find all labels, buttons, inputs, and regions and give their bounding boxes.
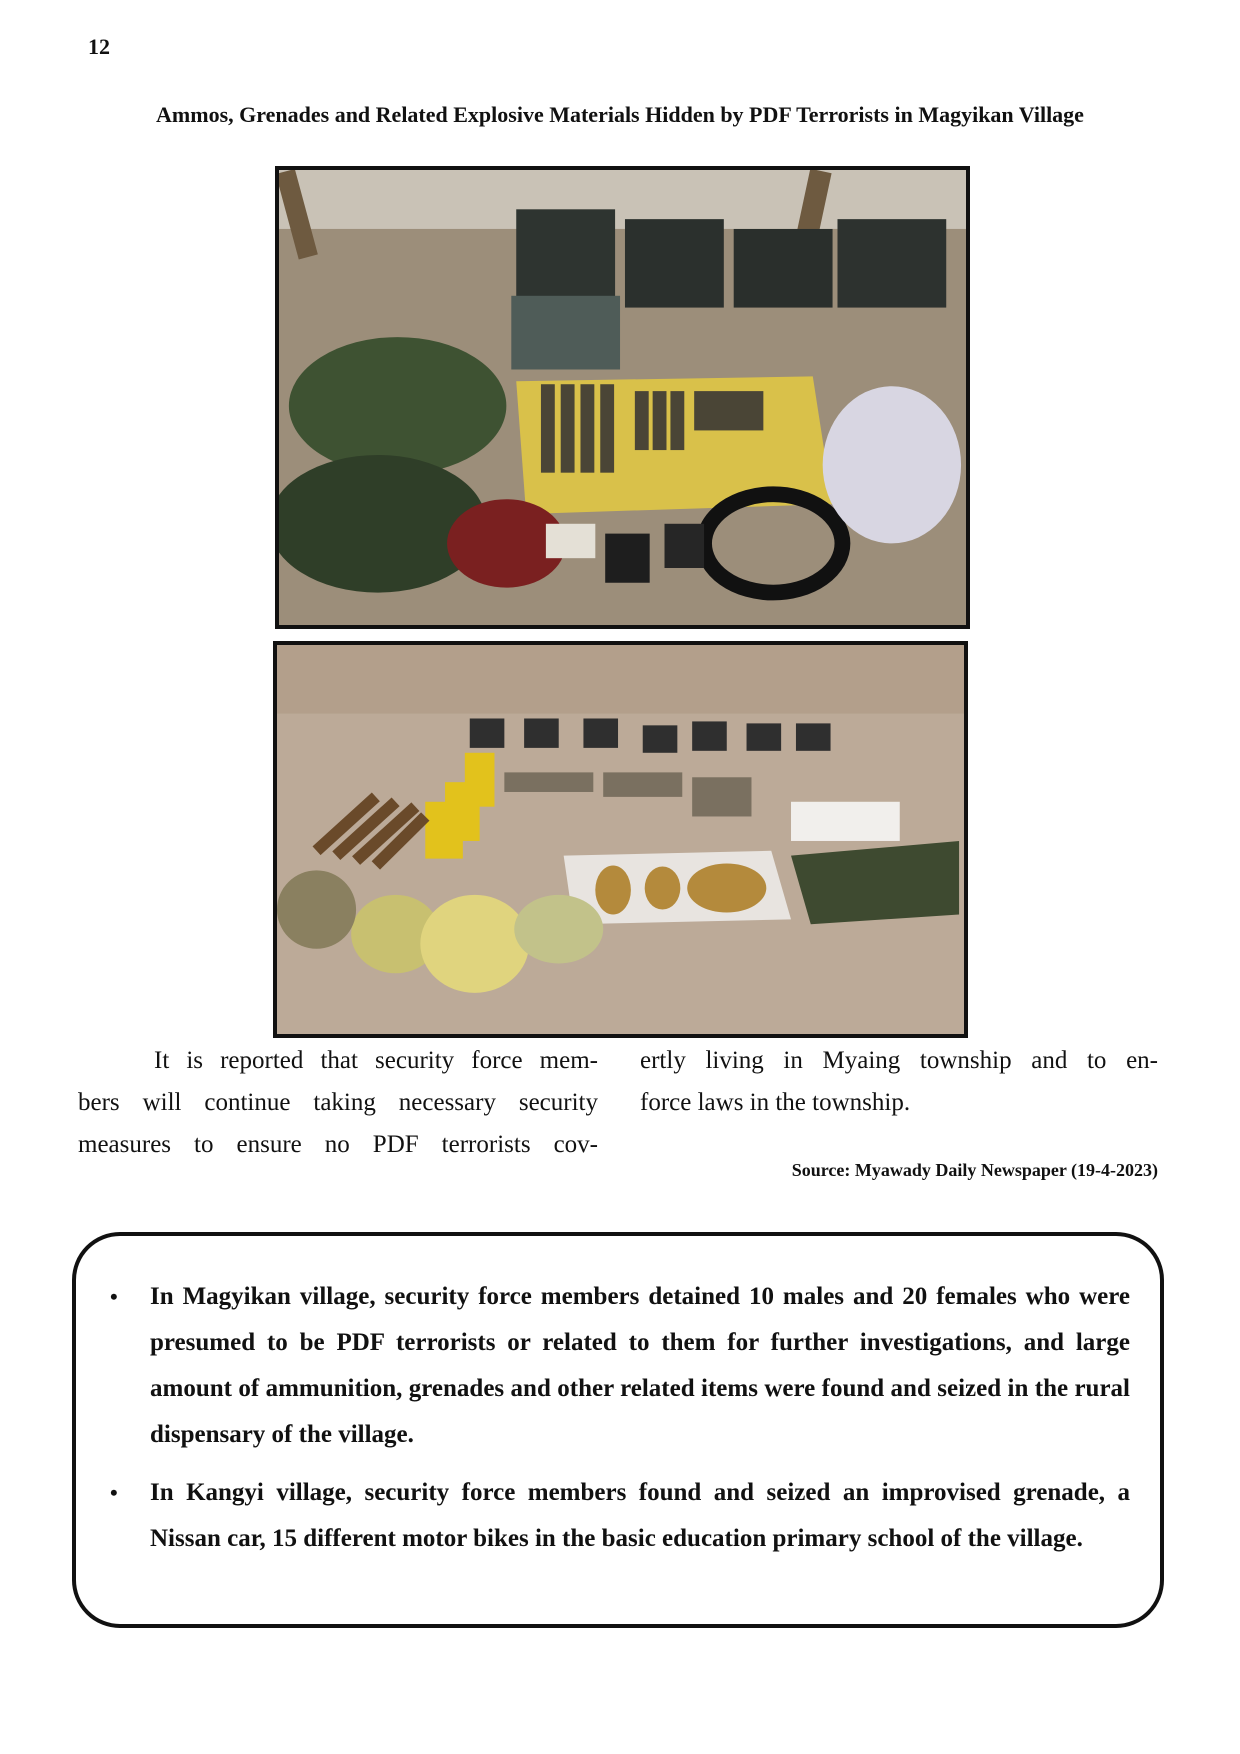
seized-items-photo-2 <box>273 641 968 1038</box>
body-line: measures to ensure no PDF terrorists cov- <box>78 1131 598 1158</box>
seized-items-photo-1 <box>275 166 970 629</box>
body-line: It is reported that security force mem- <box>154 1047 598 1074</box>
photo-icon <box>279 170 966 625</box>
body-line: bers will continue taking necessary security <box>78 1089 598 1116</box>
summary-text: In Kangyi village, security force members found and seized an improvised grenade, a Nissan car, 15 different motor bikes in the basic education primary school of the village. <box>150 1479 1130 1552</box>
body-text-left <box>78 1040 598 1166</box>
body-text-right <box>640 1040 1158 1124</box>
page-number: 12 <box>88 34 110 59</box>
body-line: force laws in the township. <box>640 1089 911 1116</box>
page-title: Ammos, Grenades and Related Explosive Materials Hidden by PDF Terrorists in Magyikan Village <box>156 102 1084 127</box>
summary-text: In Magyikan village, security force members detained 10 males and 20 females who were presumed to be PDF terrorists or related to them for further investigations, and large amount of ammunition, grenades and other related items were found and seized in the rural dispensary of the village. <box>150 1283 1130 1448</box>
source-citation: Source: Myawady Daily Newspaper (19-4-2023) <box>791 1160 1158 1180</box>
bullet-icon: • <box>110 1284 118 1309</box>
body-line: ertly living in Myaing township and to en- <box>640 1047 1158 1074</box>
summary-list <box>110 1274 1130 1562</box>
summary-item <box>76 1470 1130 1562</box>
summary-box <box>72 1232 1164 1628</box>
photo-icon <box>277 645 964 1034</box>
summary-item <box>76 1274 1130 1458</box>
bullet-icon: • <box>110 1480 118 1505</box>
